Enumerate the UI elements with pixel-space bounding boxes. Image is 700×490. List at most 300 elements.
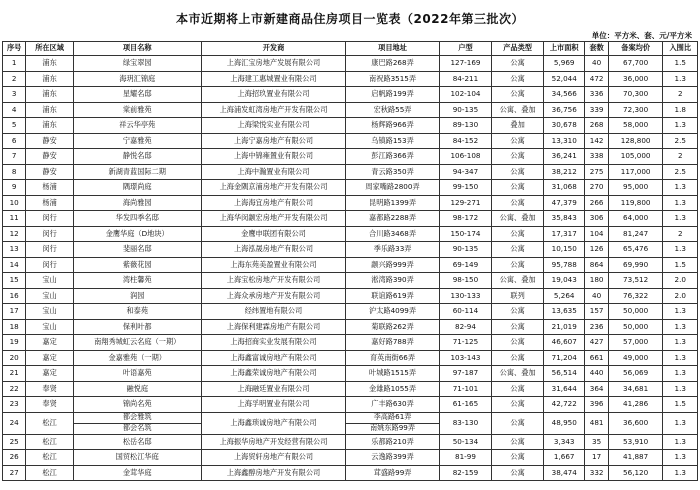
- cell-no: 16: [3, 288, 26, 304]
- cell-area: 36,756: [543, 102, 585, 118]
- cell-area: 13,635: [543, 304, 585, 320]
- cell-district: 嘉定: [26, 335, 74, 351]
- cell-price: 81,247: [608, 226, 663, 242]
- cell-area: 13,310: [543, 133, 585, 149]
- cell-product: 公寓: [492, 412, 544, 434]
- cell-type: 71-125: [439, 335, 492, 351]
- cell-area: 17,317: [543, 226, 585, 242]
- cell-address: 嘉都路2288弄: [346, 211, 439, 227]
- cell-address: 李高路61弄: [346, 412, 439, 423]
- cell-address: 昆明路1399弄: [346, 195, 439, 211]
- cell-price: 56,120: [608, 465, 663, 481]
- cell-area: 1,667: [543, 450, 585, 466]
- cell-no: 12: [3, 226, 26, 242]
- cell-name: 锦尚名苑: [73, 397, 201, 413]
- cell-name: 保利叶都: [73, 319, 201, 335]
- cell-district: 松江: [26, 450, 74, 466]
- cell-address: 菊联路262弄: [346, 319, 439, 335]
- cell-type: 90-135: [439, 102, 492, 118]
- cell-name: 金鹰华庭（D地块）: [73, 226, 201, 242]
- cell-ratio: 1.3: [663, 381, 698, 397]
- cell-ratio: 1.3: [663, 465, 698, 481]
- cell-name: 海尚雅园: [73, 195, 201, 211]
- cell-address: 淞湾路390弄: [346, 273, 439, 289]
- cell-units: 157: [585, 304, 608, 320]
- unit-note: 单位：平方米、套、元/平方米: [591, 31, 692, 40]
- cell-no: 27: [3, 465, 26, 481]
- cell-area: 95,788: [543, 257, 585, 273]
- table-row: [3, 118, 698, 134]
- cell-units: 266: [585, 195, 608, 211]
- cell-developer: 上海孚明置业有限公司: [201, 397, 346, 413]
- cell-price: 50,000: [608, 319, 663, 335]
- cell-ratio: 1.3: [663, 350, 698, 366]
- cell-type: 90-135: [439, 242, 492, 258]
- cell-ratio: 1.3: [663, 319, 698, 335]
- cell-name: 静悦名邸: [73, 149, 201, 165]
- cell-area: 36,241: [543, 149, 585, 165]
- cell-price: 41,286: [608, 397, 663, 413]
- cell-units: 104: [585, 226, 608, 242]
- cell-price: 69,990: [608, 257, 663, 273]
- cell-price: 50,000: [608, 304, 663, 320]
- cell-type: 103-143: [439, 350, 492, 366]
- cell-no: 15: [3, 273, 26, 289]
- cell-name: 叶语嘉苑: [73, 366, 201, 382]
- table-row: [3, 397, 698, 413]
- cell-units: 481: [585, 412, 608, 434]
- cell-area: 21,019: [543, 319, 585, 335]
- cell-ratio: 1.3: [663, 434, 698, 450]
- cell-price: 67,700: [608, 56, 663, 72]
- cell-product: 公寓: [492, 226, 544, 242]
- cell-address: 联谊路619弄: [346, 288, 439, 304]
- cell-no: 6: [3, 133, 26, 149]
- cell-ratio: 2.0: [663, 273, 698, 289]
- cell-type: 99-150: [439, 180, 492, 196]
- cell-district: 嘉定: [26, 366, 74, 382]
- cell-units: 275: [585, 164, 608, 180]
- cell-product: 公寓: [492, 434, 544, 450]
- cell-name: 隅璟尚庭: [73, 180, 201, 196]
- cell-area: 30,678: [543, 118, 585, 134]
- cell-type: 102-104: [439, 87, 492, 103]
- cell-developer: 上海浦发虹湾房地产开发有限公司: [201, 102, 346, 118]
- cell-developer: 上海众承房地产开发有限公司: [201, 288, 346, 304]
- cell-developer: 上海振华房地产开发经营有限公司: [201, 434, 346, 450]
- cell-ratio: 1.3: [663, 450, 698, 466]
- cell-type: 106-108: [439, 149, 492, 165]
- cell-address: 南姚东路99弄: [346, 423, 439, 434]
- cell-price: 76,322: [608, 288, 663, 304]
- cell-area: 31,068: [543, 180, 585, 196]
- cell-product: 公寓、叠加: [492, 366, 544, 382]
- table-row: [3, 195, 698, 211]
- cell-district: 宝山: [26, 288, 74, 304]
- cell-address: 季乐路33弄: [346, 242, 439, 258]
- cell-type: 60-114: [439, 304, 492, 320]
- cell-developer: 上海招玖置业有限公司: [201, 87, 346, 103]
- cell-product: 公寓: [492, 71, 544, 87]
- cell-address: 沪太路4099弄: [346, 304, 439, 320]
- cell-units: 268: [585, 118, 608, 134]
- cell-developer: 上海建工惠城置业有限公司: [201, 71, 346, 87]
- cell-developer: 上海招商实业发展有限公司: [201, 335, 346, 351]
- cell-address: 育英南街66弄: [346, 350, 439, 366]
- cell-name: 润园: [73, 288, 201, 304]
- cell-district: 奉贤: [26, 381, 74, 397]
- cell-product: 公寓: [492, 465, 544, 481]
- cell-district: 闵行: [26, 226, 74, 242]
- cell-area: 56,514: [543, 366, 585, 382]
- cell-price: 128,800: [608, 133, 663, 149]
- cell-area: 46,607: [543, 335, 585, 351]
- cell-name: 金茸华庭: [73, 465, 201, 481]
- cell-no: 13: [3, 242, 26, 258]
- cell-units: 142: [585, 133, 608, 149]
- cell-units: 35: [585, 434, 608, 450]
- header-name: 项目名称: [73, 42, 201, 56]
- cell-ratio: 2: [663, 226, 698, 242]
- table-row: [3, 366, 698, 382]
- cell-address: 金雄路1055弄: [346, 381, 439, 397]
- cell-type: 69-149: [439, 257, 492, 273]
- cell-no: 17: [3, 304, 26, 320]
- cell-area: 42,722: [543, 397, 585, 413]
- cell-no: 25: [3, 434, 26, 450]
- cell-no: 11: [3, 211, 26, 227]
- cell-units: 236: [585, 319, 608, 335]
- cell-units: 440: [585, 366, 608, 382]
- cell-units: 270: [585, 180, 608, 196]
- cell-name: 南翔秀城虹云名庭（一期）: [73, 335, 201, 351]
- cell-product: 联列: [492, 288, 544, 304]
- cell-developer: 上海鑫荣诚房地产有限公司: [201, 366, 346, 382]
- cell-ratio: 1.3: [663, 195, 698, 211]
- cell-units: 396: [585, 397, 608, 413]
- cell-price: 72,300: [608, 102, 663, 118]
- cell-developer: 上海宝松房地产开发有限公司: [201, 273, 346, 289]
- cell-type: 130-133: [439, 288, 492, 304]
- cell-district: 杨浦: [26, 180, 74, 196]
- page-title: 本市近期将上市新建商品住房项目一览表（2022年第三批次）: [176, 12, 524, 26]
- table-row: [3, 71, 698, 87]
- cell-no: 8: [3, 164, 26, 180]
- cell-name: 海玥汇锦庭: [73, 71, 201, 87]
- cell-area: 48,950: [543, 412, 585, 434]
- cell-address: 康巴路268弄: [346, 56, 439, 72]
- cell-developer: 上海保利建霖房地产有限公司: [201, 319, 346, 335]
- header-product: 产品类型: [492, 42, 544, 56]
- cell-units: 364: [585, 381, 608, 397]
- cell-address: 广丰路630弄: [346, 397, 439, 413]
- header-developer: 开发商: [201, 42, 346, 56]
- cell-price: 57,000: [608, 335, 663, 351]
- cell-area: 34,566: [543, 87, 585, 103]
- table-row: [3, 450, 698, 466]
- cell-name: 松岳名邸: [73, 434, 201, 450]
- cell-type: 129-271: [439, 195, 492, 211]
- cell-address: 南祝路3515弄: [346, 71, 439, 87]
- cell-name: 绿宝翠园: [73, 56, 201, 72]
- cell-product: 公寓: [492, 56, 544, 72]
- cell-type: 61-165: [439, 397, 492, 413]
- table-row: [3, 242, 698, 258]
- cell-name: 融悦庭: [73, 381, 201, 397]
- cell-ratio: 1.8: [663, 102, 698, 118]
- cell-ratio: 1.3: [663, 366, 698, 382]
- cell-developer: 上海贸轩房地产有限公司: [201, 450, 346, 466]
- cell-ratio: 1.5: [663, 56, 698, 72]
- cell-district: 嘉定: [26, 350, 74, 366]
- cell-address: 颛兴路999弄: [346, 257, 439, 273]
- cell-area: 35,843: [543, 211, 585, 227]
- cell-price: 64,000: [608, 211, 663, 227]
- cell-product: 公寓: [492, 242, 544, 258]
- cell-name: 祥云华亭苑: [73, 118, 201, 134]
- cell-product: 公寓: [492, 319, 544, 335]
- header-price: 备案均价: [608, 42, 663, 56]
- table-row: [3, 226, 698, 242]
- cell-units: 306: [585, 211, 608, 227]
- cell-units: 180: [585, 273, 608, 289]
- cell-district: 松江: [26, 412, 74, 434]
- cell-type: 98-150: [439, 273, 492, 289]
- cell-product: 公寓、叠加: [492, 102, 544, 118]
- cell-developer: 上海梁悦实业有限公司: [201, 118, 346, 134]
- cell-ratio: 1.3: [663, 118, 698, 134]
- cell-name: 斐丽名邸: [73, 242, 201, 258]
- cell-product: 公寓: [492, 149, 544, 165]
- cell-name: 星耀名邸: [73, 87, 201, 103]
- cell-ratio: 2: [663, 87, 698, 103]
- cell-address: 茸盛路99弄: [346, 465, 439, 481]
- cell-developer: 上海中瀚置业有限公司: [201, 164, 346, 180]
- cell-price: 65,476: [608, 242, 663, 258]
- cell-district: 宝山: [26, 273, 74, 289]
- cell-district: 浦东: [26, 56, 74, 72]
- cell-no: 21: [3, 366, 26, 382]
- cell-units: 126: [585, 242, 608, 258]
- cell-units: 472: [585, 71, 608, 87]
- cell-ratio: 1.3: [663, 304, 698, 320]
- cell-product: 公寓、叠加: [492, 211, 544, 227]
- cell-price: 117,000: [608, 164, 663, 180]
- cell-ratio: 1.5: [663, 397, 698, 413]
- cell-type: 98-172: [439, 211, 492, 227]
- cell-name: 和泰苑: [73, 304, 201, 320]
- cell-no: 9: [3, 180, 26, 196]
- cell-area: 38,212: [543, 164, 585, 180]
- cell-type: 150-174: [439, 226, 492, 242]
- cell-name: 湾柱馨苑: [73, 273, 201, 289]
- cell-name: 华发四季名邸: [73, 211, 201, 227]
- cell-area: 10,150: [543, 242, 585, 258]
- cell-type: 82-94: [439, 319, 492, 335]
- cell-ratio: 1.3: [663, 412, 698, 434]
- table-row: [3, 273, 698, 289]
- cell-price: 36,600: [608, 412, 663, 434]
- cell-developer: 上海海宜房地产有限公司: [201, 195, 346, 211]
- cell-no: 5: [3, 118, 26, 134]
- cell-area: 31,644: [543, 381, 585, 397]
- cell-district: 宝山: [26, 319, 74, 335]
- cell-no: 4: [3, 102, 26, 118]
- cell-name: 都会名筑: [73, 423, 201, 434]
- cell-product: 公寓: [492, 195, 544, 211]
- cell-district: 闵行: [26, 242, 74, 258]
- table-row: [3, 412, 698, 423]
- cell-ratio: 2.0: [663, 288, 698, 304]
- cell-type: 94-347: [439, 164, 492, 180]
- cell-developer: 经纬置地有限公司: [201, 304, 346, 320]
- cell-product: 公寓: [492, 164, 544, 180]
- table-row: [3, 304, 698, 320]
- cell-ratio: 2.5: [663, 133, 698, 149]
- cell-type: 50-134: [439, 434, 492, 450]
- cell-district: 杨浦: [26, 195, 74, 211]
- cell-district: 奉贤: [26, 397, 74, 413]
- table-row: [3, 434, 698, 450]
- cell-type: 84-211: [439, 71, 492, 87]
- cell-district: 宝山: [26, 304, 74, 320]
- cell-type: 97-187: [439, 366, 492, 382]
- cell-developer: 上海华闵颛宏房地产开发有限公司: [201, 211, 346, 227]
- cell-ratio: 1.3: [663, 211, 698, 227]
- cell-no: 18: [3, 319, 26, 335]
- cell-units: 332: [585, 465, 608, 481]
- cell-product: 公寓: [492, 450, 544, 466]
- header-no: 序号: [3, 42, 26, 56]
- cell-area: 3,343: [543, 434, 585, 450]
- table-row: [3, 465, 698, 481]
- cell-ratio: 1.3: [663, 335, 698, 351]
- cell-price: 36,000: [608, 71, 663, 87]
- cell-ratio: 2.5: [663, 164, 698, 180]
- cell-price: 105,000: [608, 149, 663, 165]
- cell-area: 47,379: [543, 195, 585, 211]
- cell-price: 70,300: [608, 87, 663, 103]
- cell-price: 56,069: [608, 366, 663, 382]
- cell-product: 公寓: [492, 133, 544, 149]
- cell-product: 叠加: [492, 118, 544, 134]
- cell-no: 14: [3, 257, 26, 273]
- cell-district: 松江: [26, 465, 74, 481]
- cell-units: 17: [585, 450, 608, 466]
- cell-developer: 上海融廷置业有限公司: [201, 381, 346, 397]
- cell-address: 宏秋路55弄: [346, 102, 439, 118]
- table-row: [3, 335, 698, 351]
- cell-type: 127-169: [439, 56, 492, 72]
- cell-name: 都会雅筑: [73, 412, 201, 423]
- cell-no: 10: [3, 195, 26, 211]
- cell-name: 金嘉雅苑（一期）: [73, 350, 201, 366]
- table-row: [3, 381, 698, 397]
- cell-no: 1: [3, 56, 26, 72]
- cell-area: 5,969: [543, 56, 585, 72]
- header-units: 套数: [585, 42, 608, 56]
- cell-product: 公寓: [492, 335, 544, 351]
- cell-ratio: 2: [663, 149, 698, 165]
- cell-address: 乐都路210弄: [346, 434, 439, 450]
- cell-no: 26: [3, 450, 26, 466]
- cell-type: 84-152: [439, 133, 492, 149]
- cell-developer: 上海汇宝房地产发展有限公司: [201, 56, 346, 72]
- cell-type: 71-101: [439, 381, 492, 397]
- cell-price: 95,000: [608, 180, 663, 196]
- cell-name: 紫薇花园: [73, 257, 201, 273]
- cell-ratio: 1.5: [663, 257, 698, 273]
- table-row: [3, 133, 698, 149]
- cell-developer: 上海泓晟房地产有限公司: [201, 242, 346, 258]
- cell-district: 闵行: [26, 257, 74, 273]
- table-row: [3, 87, 698, 103]
- cell-district: 浦东: [26, 102, 74, 118]
- header-type: 户型: [439, 42, 492, 56]
- table-header-row: [3, 42, 698, 56]
- cell-price: 58,000: [608, 118, 663, 134]
- cell-no: 22: [3, 381, 26, 397]
- cell-product: 公寓: [492, 397, 544, 413]
- cell-developer: 金鹰申联团有限公司: [201, 226, 346, 242]
- cell-developer: 上海鑫富诚房地产有限公司: [201, 350, 346, 366]
- cell-name: 国贸松江华庭: [73, 450, 201, 466]
- cell-price: 49,000: [608, 350, 663, 366]
- cell-price: 119,800: [608, 195, 663, 211]
- cell-area: 5,264: [543, 288, 585, 304]
- cell-address: 青云路350弄: [346, 164, 439, 180]
- header-area: 上市面积: [543, 42, 585, 56]
- cell-price: 34,681: [608, 381, 663, 397]
- cell-no: 7: [3, 149, 26, 165]
- cell-type: 82-159: [439, 465, 492, 481]
- cell-district: 静安: [26, 133, 74, 149]
- cell-address: 嘉好路788弄: [346, 335, 439, 351]
- cell-units: 40: [585, 288, 608, 304]
- header-address: 项目地址: [346, 42, 439, 56]
- cell-developer: 上海宁嘉房地产有限公司: [201, 133, 346, 149]
- cell-product: 公寓: [492, 257, 544, 273]
- cell-product: 公寓: [492, 87, 544, 103]
- cell-address: 合川路3468弄: [346, 226, 439, 242]
- header-district: 所在区域: [26, 42, 74, 56]
- cell-district: 浦东: [26, 87, 74, 103]
- cell-area: 38,474: [543, 465, 585, 481]
- cell-district: 浦东: [26, 71, 74, 87]
- cell-developer: 上海东苑美盈置业有限公司: [201, 257, 346, 273]
- cell-type: 83-130: [439, 412, 492, 434]
- cell-product: 公寓: [492, 381, 544, 397]
- cell-developer: 上海鑫醇房地产开发有限公司: [201, 465, 346, 481]
- cell-price: 41,887: [608, 450, 663, 466]
- cell-ratio: 1.3: [663, 180, 698, 196]
- cell-address: 周家嘴路2800弄: [346, 180, 439, 196]
- cell-district: 静安: [26, 164, 74, 180]
- cell-units: 339: [585, 102, 608, 118]
- cell-product: 公寓: [492, 180, 544, 196]
- table-row: [3, 102, 698, 118]
- cell-name: 棠前雅苑: [73, 102, 201, 118]
- cell-ratio: 1.3: [663, 242, 698, 258]
- cell-product: 公寓: [492, 350, 544, 366]
- header-ratio: 入围比: [663, 42, 698, 56]
- cell-address: 启帆路199弄: [346, 87, 439, 103]
- cell-district: 静安: [26, 149, 74, 165]
- cell-area: 52,044: [543, 71, 585, 87]
- cell-name: 宁嘉雅苑: [73, 133, 201, 149]
- cell-address: 乌镇路153弄: [346, 133, 439, 149]
- cell-developer: 上海中锦雍置业有限公司: [201, 149, 346, 165]
